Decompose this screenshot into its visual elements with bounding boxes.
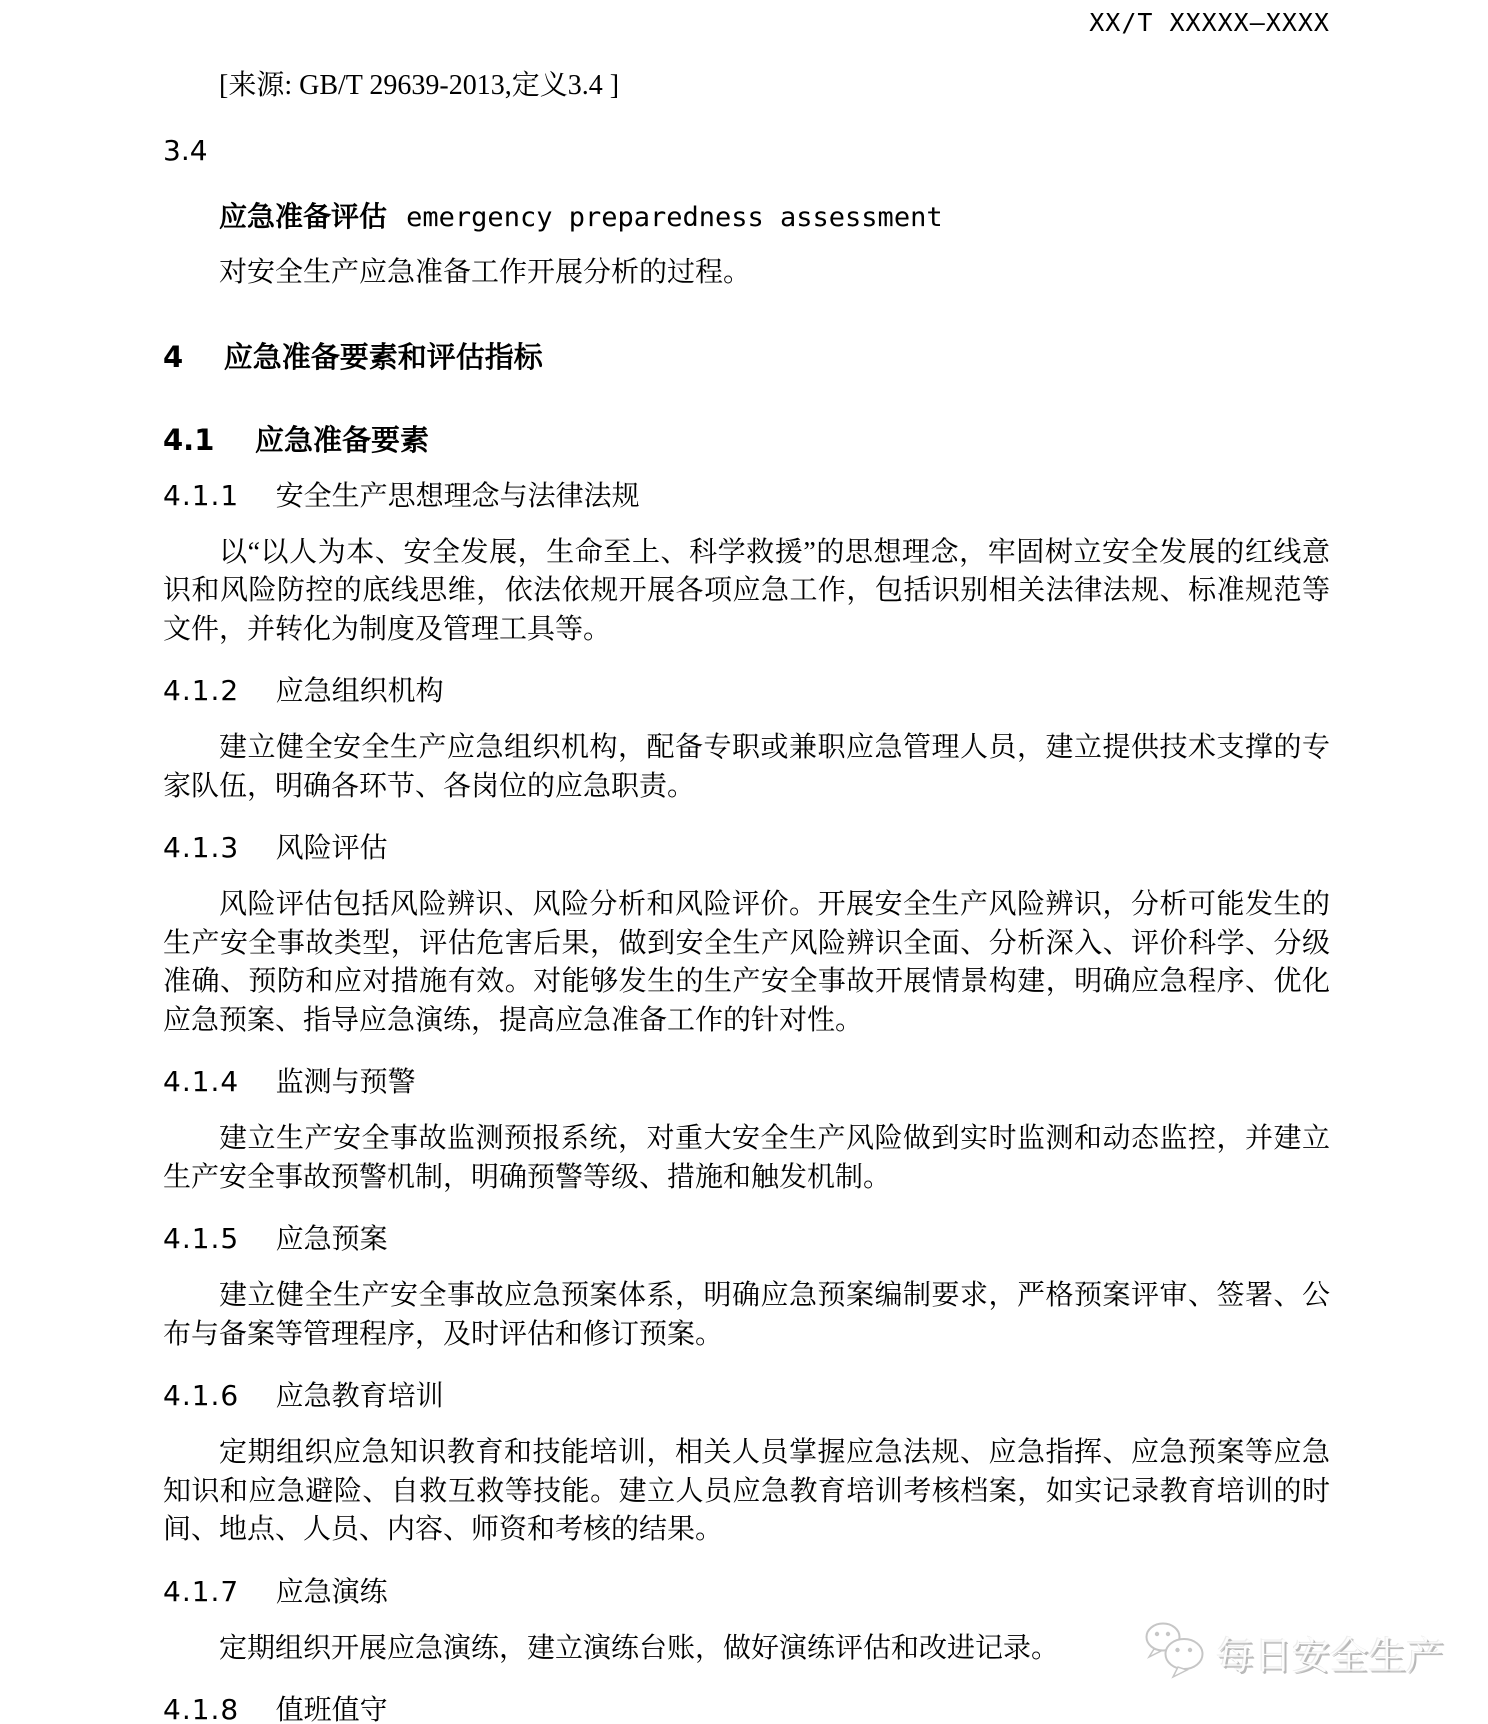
term-definition: 对安全生产应急准备工作开展分析的过程。	[219, 257, 752, 288]
clause-title: 应急演练	[275, 1574, 388, 1608]
clause-title: 监测与预警	[275, 1065, 416, 1098]
clause-body: 定期组织开展应急演练，建立演练台账，做好演练评估和改进记录。	[219, 1632, 1060, 1664]
clause-4-1-8	[163, 1691, 1330, 1724]
chapter-heading	[163, 337, 1330, 377]
clause-number: 4.1.6	[163, 1379, 240, 1412]
clause-number: 4.1.7	[163, 1574, 240, 1608]
clause-4-1-5	[163, 1220, 1330, 1354]
clause-heading	[163, 1573, 1330, 1611]
clause-title: 风险评估	[275, 831, 388, 864]
source-note: [来源: GB/T 29639-2013,定义3.4 ]	[219, 70, 620, 101]
term-name-en: emergency preparedness assessment	[406, 201, 943, 233]
clause-title: 值班值守	[275, 1693, 388, 1724]
term-number: 3.4	[163, 133, 208, 167]
clause-number: 4.1.5	[163, 1222, 240, 1255]
clause-heading	[163, 1063, 1330, 1101]
clause-heading	[163, 1691, 1330, 1724]
term-name-zh: 应急准备评估	[219, 199, 388, 233]
clause-body: 建立健全生产安全事故应急预案体系，明确应急预案编制要求，严格预案评审、签署、公布与备案等管理程序，及时评估和修订预案。	[163, 1280, 1330, 1350]
clause-4-1-1	[163, 477, 1330, 650]
clause-4-1-7	[163, 1573, 1330, 1669]
clause-4-1-6	[163, 1377, 1330, 1550]
clause-4-1-2	[163, 672, 1330, 806]
clause-heading	[163, 477, 1330, 515]
chapter-title: 应急准备要素和评估指标	[223, 339, 543, 374]
clause-number: 4.1.4	[163, 1065, 240, 1098]
clause-4-1-4	[163, 1063, 1330, 1197]
clause-title: 应急组织机构	[275, 674, 444, 707]
clause-heading	[163, 1377, 1330, 1415]
clause-number: 4.1.1	[163, 478, 240, 512]
section-number: 4.1	[163, 422, 215, 457]
clause-heading	[163, 672, 1330, 710]
standard-number: XX/T XXXXX—XXXX	[1089, 8, 1330, 37]
page-header	[163, 0, 1330, 38]
page-content	[163, 0, 1330, 1724]
clause-body: 风险评估包括风险辨识、风险分析和风险评价。开展安全生产风险辨识，分析可能发生的生产安全事故类型，评估危害后果，做到安全生产风险辨识全面、分析深入、评价科学、分级准确、预防和应对措施有效。对能够发生的生产安全事故开展情景构建，明确应急程序、优化应急预案、指导应急演练，提高应急准备工作的针对性。	[163, 889, 1330, 1036]
clause-heading	[163, 1220, 1330, 1258]
clause-body: 定期组织应急知识教育和技能培训，相关人员掌握应急法规、应急指挥、应急预案等应急知识和应急避险、自救互救等技能。建立人员应急教育培训考核档案，如实记录教育培训的时间、地点、人员、内容、师资和考核的结果。	[163, 1437, 1330, 1545]
watermark-text: 每日安全生产	[1216, 1634, 1445, 1678]
clause-title: 应急预案	[275, 1222, 388, 1255]
clause-number: 4.1.3	[163, 831, 240, 864]
clause-title: 应急教育培训	[275, 1379, 444, 1412]
section-title: 应急准备要素	[254, 422, 429, 457]
clause-number: 4.1.8	[163, 1693, 240, 1724]
clause-number: 4.1.2	[163, 674, 240, 707]
section-heading	[163, 420, 1330, 460]
clause-body: 以“以人为本、安全发展，生命至上、科学救援”的思想理念，牢固树立安全发展的红线意识和风险防控的底线思维，依法依规开展各项应急工作，包括识别相关法律法规、标准规范等文件，并转化为制度及管理工具等。	[163, 536, 1330, 645]
clause-body: 建立生产安全事故监测预报系统，对重大安全生产风险做到实时监测和动态监控，并建立生产安全事故预警机制，明确预警等级、措施和触发机制。	[163, 1123, 1330, 1193]
clause-4-1-3	[163, 829, 1330, 1040]
clause-body: 建立健全安全生产应急组织机构，配备专职或兼职应急管理人员，建立提供技术支撑的专家队伍，明确各环节、各岗位的应急职责。	[163, 732, 1330, 802]
chapter-number: 4	[163, 339, 184, 374]
term-line	[163, 198, 1330, 238]
clause-heading	[163, 829, 1330, 867]
clause-title: 安全生产思想理念与法律法规	[275, 478, 640, 512]
